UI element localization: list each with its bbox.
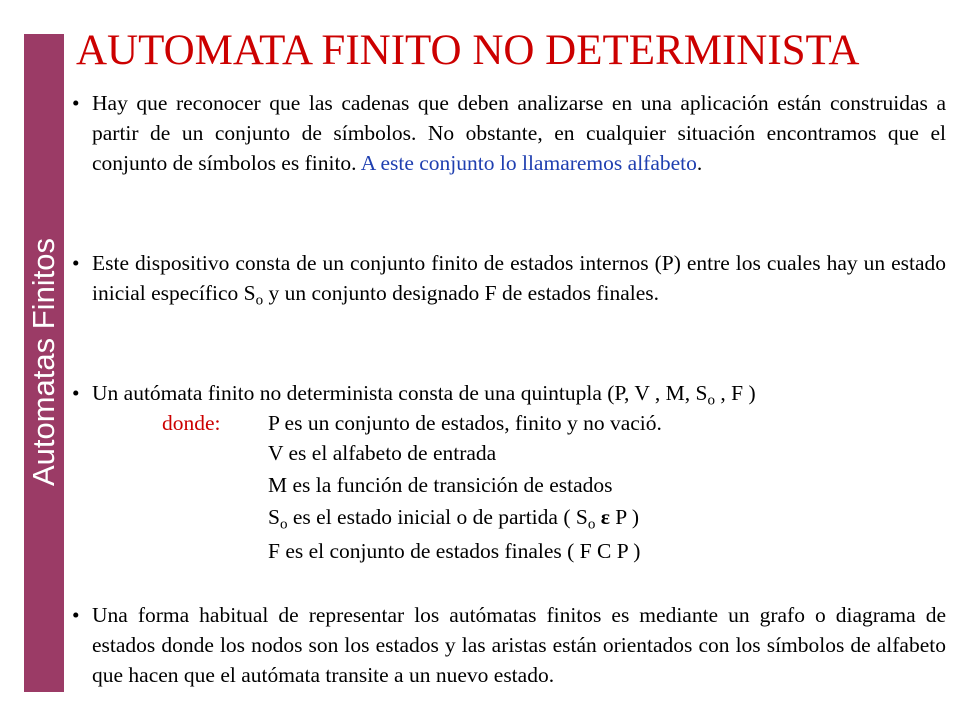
- paragraph-end: .: [696, 151, 703, 175]
- paragraph-text: Una forma habitual de representar los autómatas finitos es mediante un grafo o diagrama de estados donde los nodos son los estados y las aristas están orientados con los símbolos de alfabeto que hacen que el autómata transite a un nuevo estado.: [92, 603, 946, 687]
- paragraph-alphabet: [72, 88, 946, 178]
- definition-item-m: M es la función de transición de estados: [268, 473, 613, 497]
- definition-item-f: F es el conjunto de estados finales ( F C P ): [268, 539, 641, 563]
- definition-text: es el estado inicial o de partida ( S: [287, 505, 588, 529]
- bullet: •: [72, 251, 80, 275]
- sidebar-label: Automatas Finitos: [26, 237, 61, 487]
- paragraph-device: [72, 248, 946, 309]
- paragraph-text: Hay que reconocer que las cadenas que deben analizarse en una aplicación están construidas a partir de un conjunto de símbolos. No obstante, en cualquier situación encontramos que el conjunto de símbolos es finito.: [92, 91, 946, 175]
- membership-symbol: ε: [595, 505, 616, 529]
- bullet: •: [72, 91, 80, 115]
- slide-title: AUTOMATA FINITO NO DETERMINISTA: [76, 27, 860, 74]
- paragraph-text: Un autómata finito no determinista consta de una quintupla (P, V , M, S: [92, 381, 708, 405]
- definition-item-v: V es el alfabeto de entrada: [268, 441, 497, 465]
- subscript: o: [255, 292, 264, 309]
- subscript: o: [279, 516, 288, 533]
- paragraph-text: , F ): [715, 381, 756, 405]
- subscript: o: [707, 392, 715, 409]
- highlighted-definition: A este conjunto lo llamaremos alfabeto: [360, 151, 697, 175]
- paragraph-graph: [72, 600, 946, 690]
- definition-item-s: [268, 502, 639, 532]
- bullet: •: [72, 603, 80, 627]
- definition-text: S: [268, 505, 280, 529]
- paragraph-text: Este dispositivo consta de un conjunto finito de estados internos (P) entre los cuales hay un estado inicial específico S: [92, 251, 946, 305]
- subscript: o: [587, 516, 596, 533]
- bullet: •: [72, 381, 80, 405]
- definition-label: donde:: [162, 411, 221, 435]
- paragraph-text: y un conjunto designado F de estados finales.: [263, 281, 660, 305]
- paragraph-quintuple: [72, 378, 946, 409]
- definition-item-p: P es un conjunto de estados, finito y no vació.: [268, 411, 662, 435]
- definition-text: P ): [615, 505, 639, 529]
